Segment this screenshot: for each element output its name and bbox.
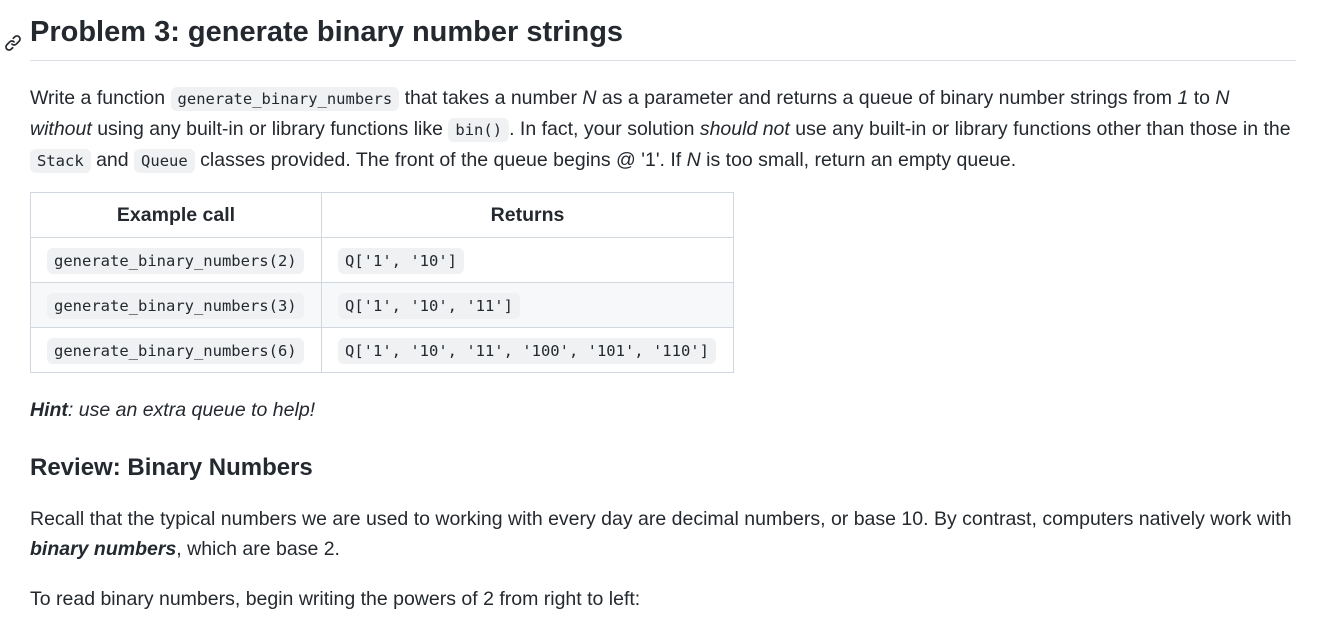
var-n: N xyxy=(582,87,597,109)
recall-paragraph xyxy=(30,504,1296,564)
review-heading: Review: Binary Numbers xyxy=(30,454,313,481)
hint-label: Hint xyxy=(30,399,68,421)
stack-code: Stack xyxy=(30,149,91,173)
intro-text: using any built-in or library functions like xyxy=(91,118,449,140)
recall-text: , which are base 2. xyxy=(176,538,340,560)
var-one: 1 xyxy=(1177,87,1189,109)
queue-code: Queue xyxy=(134,149,195,173)
example-call-cell xyxy=(31,283,322,328)
table-row xyxy=(31,238,734,283)
returns-code: Q['1', '10', '11', '100', '101', '110'] xyxy=(338,338,716,364)
header-returns: Returns xyxy=(322,193,734,238)
read-binary-paragraph: To read binary numbers, begin writing the powers of 2 from right to left: xyxy=(30,588,641,610)
example-call-code: generate_binary_numbers(6) xyxy=(47,338,304,364)
intro-text: and xyxy=(90,149,135,171)
binary-numbers-emphasis: binary numbers xyxy=(30,538,177,560)
table-row xyxy=(31,283,734,328)
example-call-code: generate_binary_numbers(3) xyxy=(47,293,304,319)
returns-code: Q['1', '10', '11'] xyxy=(338,293,520,319)
var-n: N xyxy=(1215,87,1230,109)
should-not-emphasis: should not xyxy=(699,118,790,140)
returns-cell xyxy=(322,283,734,328)
table-header-row xyxy=(31,193,734,238)
bin-code: bin() xyxy=(448,118,509,142)
function-name-code: generate_binary_numbers xyxy=(171,87,400,111)
hint-text: : use an extra queue to help! xyxy=(67,399,316,421)
intro-text: to xyxy=(1188,87,1216,109)
header-example-call: Example call xyxy=(31,193,322,238)
intro-text: is too small, return an empty queue. xyxy=(700,149,1017,171)
recall-text: Recall that the typical numbers we are used to working with every day are decimal numbers, or base 10. By contrast, computers natively work with xyxy=(30,508,1292,530)
intro-text: classes provided. The front of the queue begins @ '1'. If xyxy=(194,149,687,171)
without-emphasis: without xyxy=(30,118,92,140)
returns-code: Q['1', '10'] xyxy=(338,248,464,274)
markdown-body xyxy=(30,0,1296,614)
returns-cell xyxy=(322,328,734,373)
table-row xyxy=(31,328,734,373)
intro-paragraph xyxy=(30,83,1296,176)
example-call-cell xyxy=(31,238,322,283)
intro-text: . In fact, your solution xyxy=(509,118,700,140)
problem-title: Problem 3: generate binary number strings xyxy=(30,16,624,48)
link-icon[interactable] xyxy=(4,24,24,44)
returns-cell xyxy=(322,238,734,283)
example-call-cell xyxy=(31,328,322,373)
intro-text: use any built-in or library functions other than those in the xyxy=(789,118,1291,140)
problem-heading xyxy=(30,0,1296,61)
examples-table xyxy=(30,192,734,373)
intro-text: as a parameter and returns a queue of binary number strings from xyxy=(596,87,1178,109)
intro-text: Write a function xyxy=(30,87,171,109)
intro-text: that takes a number xyxy=(399,87,583,109)
var-n: N xyxy=(686,149,701,171)
example-call-code: generate_binary_numbers(2) xyxy=(47,248,304,274)
hint-paragraph xyxy=(30,395,1296,425)
